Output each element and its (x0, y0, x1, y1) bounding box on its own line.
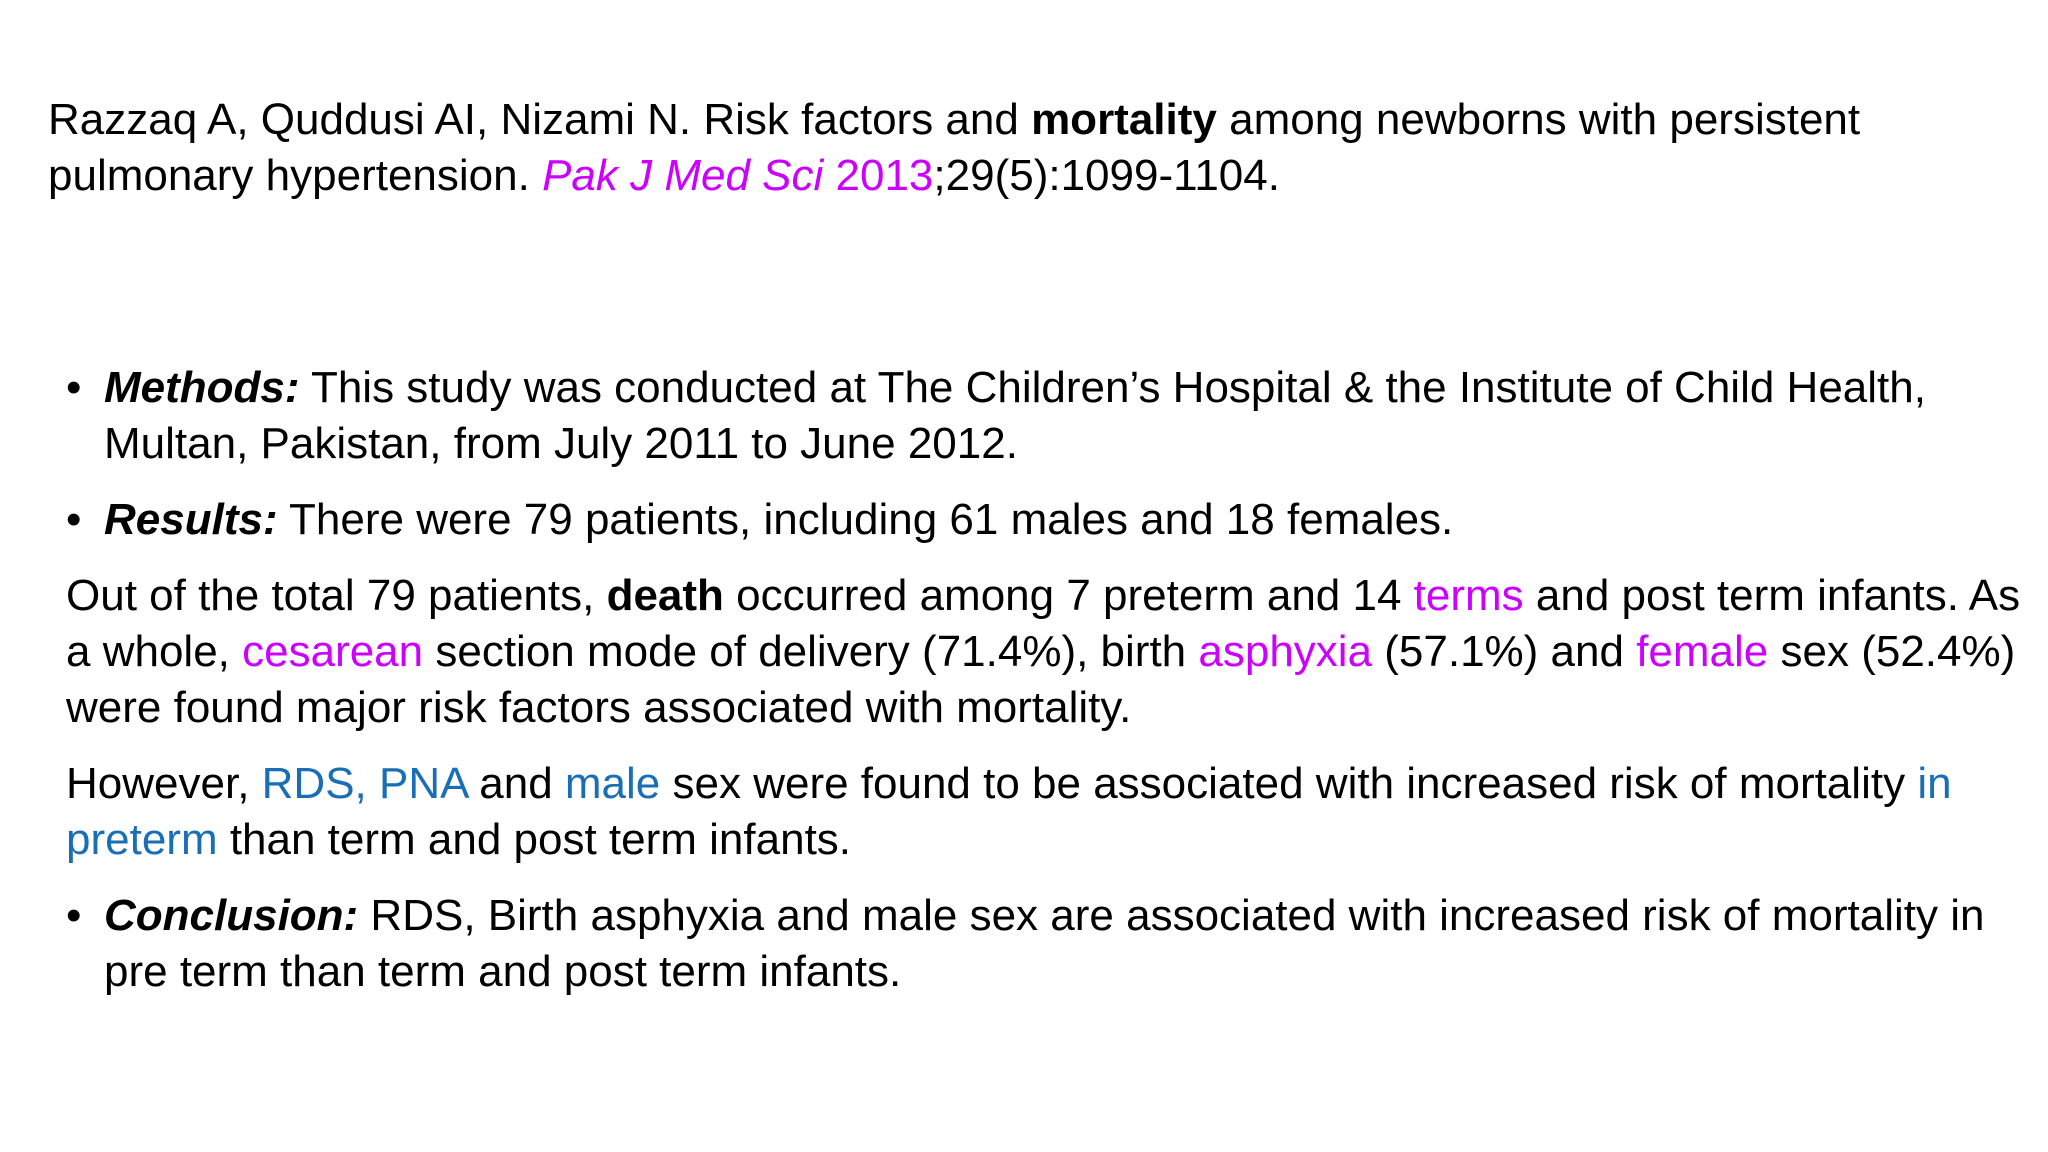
conclusion-bullet (66, 888, 2026, 1000)
citation-title-bold: mortality (1031, 95, 1217, 144)
citation-title-rest: among newborns with persistent pulmonary hypertension. (48, 95, 1861, 200)
highlight-rds-pna: RDS, PNA (261, 759, 468, 808)
conclusion-label: Conclusion: (104, 891, 359, 940)
text-segment: (57.1%) and (1372, 627, 1637, 676)
death-bold: death (606, 571, 724, 620)
highlight-cesarean: cesarean (242, 627, 424, 676)
citation (48, 92, 2008, 204)
bullet-marker: • (66, 363, 82, 412)
highlight-asphyxia: asphyxia (1198, 627, 1373, 676)
methods-label: Methods: (104, 363, 300, 412)
text-segment: sex were found to be associated with increased risk of mortality (660, 759, 1918, 808)
text-segment: However, (66, 759, 262, 808)
highlight-male: male (564, 759, 661, 808)
citation-space (823, 151, 835, 200)
abstract-body (66, 360, 2026, 1020)
text-segment: and (467, 759, 565, 808)
results-paragraph-preterm (66, 756, 2026, 868)
highlight-female: female (1636, 627, 1769, 676)
results-text: There were 79 patients, including 61 males and 18 females. (277, 495, 1454, 544)
results-paragraph-mortality (66, 568, 2026, 736)
text-segment: sex (52.4%) were found major risk factors associated with mortality. (66, 627, 2016, 732)
bullet-marker: • (66, 891, 82, 940)
methods-text: This study was conducted at The Children’s Hospital & the Institute of Child Health, Multan, Pakistan, from July 2011 to June 2012. (104, 363, 1926, 468)
methods-bullet (66, 360, 2026, 472)
highlight-terms: terms (1413, 571, 1524, 620)
results-label: Results: (104, 495, 278, 544)
citation-authors-title: Razzaq A, Quddusi AI, Nizami N. Risk factors and (48, 95, 1032, 144)
text-segment: and post term infants. As a whole, (66, 571, 2021, 676)
text-segment: than term and post term infants. (217, 815, 852, 864)
bullet-marker: • (66, 495, 82, 544)
text-segment: Out of the total 79 patients, (66, 571, 607, 620)
results-bullet (66, 492, 2026, 548)
citation-journal: Pak J Med Sci (542, 151, 824, 200)
highlight-in-preterm: in preterm (66, 759, 1952, 864)
citation-year: 2013 (835, 151, 934, 200)
conclusion-text: RDS, Birth asphyxia and male sex are associated with increased risk of mortality in pre term than term and post term infants. (104, 891, 1985, 996)
text-segment: occurred among 7 preterm and 14 (723, 571, 1414, 620)
text-segment: section mode of delivery (71.4%), birth (423, 627, 1199, 676)
citation-volume-pages: ;29(5):1099-1104. (933, 151, 1280, 200)
